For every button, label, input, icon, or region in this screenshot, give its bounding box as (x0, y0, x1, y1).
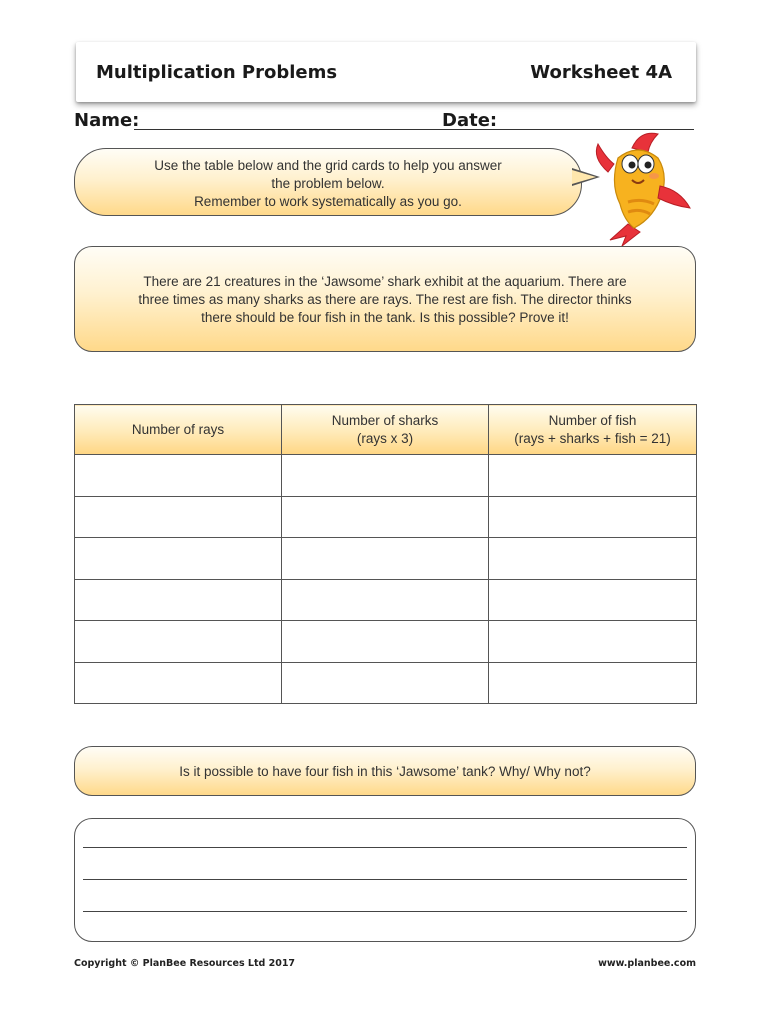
name-label: Name: (74, 110, 140, 131)
answer-line[interactable] (83, 879, 687, 880)
problem-box (74, 246, 696, 352)
instruction-line: Use the table below and the grid cards to help you answer (154, 158, 502, 173)
cartoon-fish-icon (588, 128, 700, 246)
sharks-cell[interactable] (282, 579, 489, 621)
title-banner (76, 42, 696, 102)
answer-line[interactable] (83, 911, 687, 912)
header-fish-label: Number of fish (548, 412, 637, 428)
sharks-cell[interactable] (282, 662, 489, 704)
problem-line: three times as many sharks as there are rays. The rest are fish. The director thinks (138, 292, 632, 307)
answer-box[interactable] (74, 818, 696, 942)
problem-line: There are 21 creatures in the ‘Jawsome’ shark exhibit at the aquarium. There are (143, 274, 627, 289)
table-row (75, 496, 697, 538)
rays-cell[interactable] (75, 621, 282, 663)
table-row (75, 579, 697, 621)
fish-cell[interactable] (489, 496, 697, 538)
header-rays-label: Number of rays (131, 421, 225, 437)
fish-cell[interactable] (489, 662, 697, 704)
sharks-cell[interactable] (282, 496, 489, 538)
header-sharks-formula: (rays x 3) (356, 430, 414, 446)
header-fish (489, 405, 697, 455)
question-text: Is it possible to have four fish in this ‘Jawsome’ tank? Why/ Why not? (179, 764, 591, 779)
copyright-text: Copyright © PlanBee Resources Ltd 2017 (74, 958, 296, 969)
instruction-bubble (74, 148, 582, 216)
instruction-line: the problem below. (271, 176, 385, 191)
fish-cell[interactable] (489, 455, 697, 497)
fish-cell[interactable] (489, 538, 697, 580)
rays-cell[interactable] (75, 496, 282, 538)
website-link[interactable]: www.planbee.com (598, 958, 696, 969)
header-fish-formula: (rays + sharks + fish = 21) (514, 430, 671, 446)
rays-cell[interactable] (75, 455, 282, 497)
fish-cell[interactable] (489, 579, 697, 621)
worksheet-title: Multiplication Problems (96, 62, 338, 83)
header-sharks-label: Number of sharks (331, 412, 439, 428)
question-box (74, 746, 696, 796)
table-row (75, 455, 697, 497)
answer-line[interactable] (83, 847, 687, 848)
rays-cell[interactable] (75, 579, 282, 621)
table-row (75, 538, 697, 580)
table-header-row (75, 405, 697, 455)
working-table (74, 404, 697, 704)
sharks-cell[interactable] (282, 455, 489, 497)
instruction-line: Remember to work systematically as you go. (194, 194, 462, 209)
rays-cell[interactable] (75, 538, 282, 580)
worksheet-number: Worksheet 4A (530, 62, 672, 83)
table-row (75, 662, 697, 704)
header-rays (75, 405, 282, 455)
fish-cell[interactable] (489, 621, 697, 663)
sharks-cell[interactable] (282, 621, 489, 663)
problem-line: there should be four fish in the tank. Is this possible? Prove it! (201, 310, 569, 325)
rays-cell[interactable] (75, 662, 282, 704)
table-row (75, 621, 697, 663)
header-sharks (282, 405, 489, 455)
sharks-cell[interactable] (282, 538, 489, 580)
date-label: Date: (442, 110, 498, 131)
